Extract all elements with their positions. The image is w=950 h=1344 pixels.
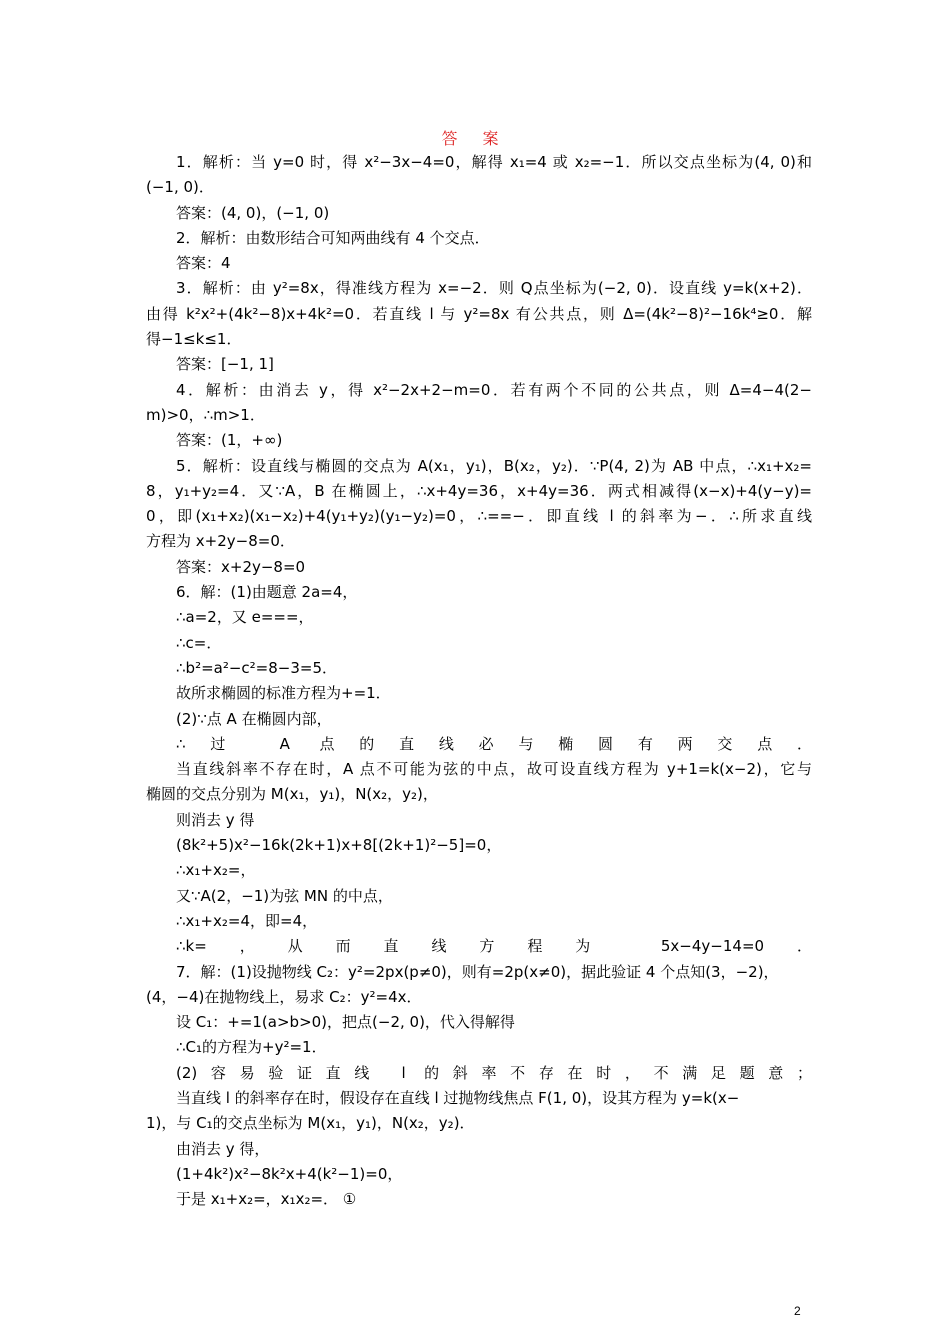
text-line: 4．解析：由消去 y，得 x²−2x+2−m=0．若有两个不同的公共点，则 Δ=4−4(2− xyxy=(176,380,812,399)
text-line: 答案：4 xyxy=(176,254,231,273)
text-line: (4，−4)在抛物线上，易求 C₂：y²=4x． xyxy=(146,987,422,1006)
text-line: ∴C₁的方程为+y²=1． xyxy=(176,1038,327,1057)
text-line: ∴过 A 点的直线必与椭圆有两交点． xyxy=(176,734,812,753)
text-line: 由消去 y 得， xyxy=(176,1139,270,1158)
text-line: 答案：[−1, 1] xyxy=(176,355,274,374)
text-line: 于是 x₁+x₂=，x₁x₂=． ① xyxy=(176,1190,357,1209)
text-line: ∴c=． xyxy=(176,633,222,652)
text-line: 答案：x+2y−8=0 xyxy=(176,557,306,576)
text-line: 2．解析：由数形结合可知两曲线有 4 个交点． xyxy=(176,228,490,247)
text-line: 又∵A(2，−1)为弦 MN 的中点， xyxy=(176,886,393,905)
text-line: 8，y₁+y₂=4．又∵A，B 在椭圆上，∴x+4y=36，x+4y=36．两式相减得(x−x)+4(y−y)= xyxy=(146,481,812,500)
text-line: 故所求椭圆的标准方程为+=1． xyxy=(176,684,391,703)
text-line: 设 C₁：+=1(a>b>0)，把点(−2, 0)，代入得解得 xyxy=(176,1013,515,1032)
text-line: 1)，与 C₁的交点坐标为 M(x₁，y₁)，N(x₂，y₂)． xyxy=(146,1114,475,1133)
page-number: 2 xyxy=(794,1304,801,1318)
text-line: ∴b²=a²−c²=8−3=5． xyxy=(176,658,338,677)
text-line: 7．解：(1)设抛物线 C₂：y²=2px(p≠0)，则有=2p(x≠0)，据此验证 4 个点知(3，−2)， xyxy=(176,962,779,981)
text-line: 当直线 l 的斜率存在时，假设存在直线 l 过抛物线焦点 F(1, 0)，设其方程为 y=k(x− xyxy=(176,1088,740,1107)
text-line: ∴k=，从而直线方程为 5x−4y−14=0． xyxy=(176,937,812,956)
text-line: m)>0，∴m>1． xyxy=(146,405,265,424)
text-line: ∴x₁+x₂=， xyxy=(176,861,256,880)
text-line: 5．解析：设直线与椭圆的交点为 A(x₁，y₁)，B(x₂，y₂)．∵P(4, 2)为 AB 中点，∴x₁+x₂= xyxy=(176,456,812,475)
text-line: 当直线斜率不存在时，A 点不可能为弦的中点，故可设直线方程为 y+1=k(x−2)，它与 xyxy=(176,760,812,779)
text-line: ∴a=2，又 e===， xyxy=(176,608,314,627)
text-line: (2)∵点 A 在椭圆内部， xyxy=(176,709,332,728)
text-line: 6．解：(1)由题意 2a=4， xyxy=(176,583,358,602)
answer-title: 答 案 xyxy=(441,129,509,148)
text-line: (8k²+5)x²−16k(2k+1)x+8[(2k+1)²−5]=0， xyxy=(176,836,502,855)
text-line: 则消去 y 得 xyxy=(176,810,255,829)
text-line: 答案：(4, 0)，(−1, 0) xyxy=(176,203,330,222)
text-line: 答案：(1，+∞) xyxy=(176,431,283,450)
text-line: 3．解析：由 y²=8x，得准线方程为 x=−2．则 Q点坐标为(−2, 0)．设直线 y=k(x+2)． xyxy=(176,279,812,298)
text-line: (1+4k²)x²−8k²x+4(k²−1)=0， xyxy=(176,1164,403,1183)
text-line: (−1, 0)． xyxy=(146,178,214,197)
text-line: 0，即(x₁+x₂)(x₁−x₂)+4(y₁+y₂)(y₁−y₂)=0，∴==−．即直线 l 的斜率为−．∴所求直线 xyxy=(146,507,812,526)
text-line: ∴x₁+x₂=4，即=4， xyxy=(176,911,318,930)
text-line: 椭圆的交点分别为 M(x₁，y₁)，N(x₂，y₂)， xyxy=(146,785,438,804)
text-line: 得−1≤k≤1． xyxy=(146,330,242,349)
text-line: (2)容易验证直线 l 的斜率不存在时，不满足题意； xyxy=(176,1063,812,1082)
answer-body xyxy=(146,150,812,1212)
text-line: 1．解析：当 y=0 时，得 x²−3x−4=0，解得 x₁=4 或 x₂=−1．所以交点坐标为(4, 0)和 xyxy=(176,153,812,171)
text-line: 方程为 x+2y−8=0． xyxy=(146,532,295,551)
text-line: 由得 k²x²+(4k²−8)x+4k²=0．若直线 l 与 y²=8x 有公共点，则 Δ=(4k²−8)²−16k⁴≥0．解 xyxy=(146,304,812,323)
